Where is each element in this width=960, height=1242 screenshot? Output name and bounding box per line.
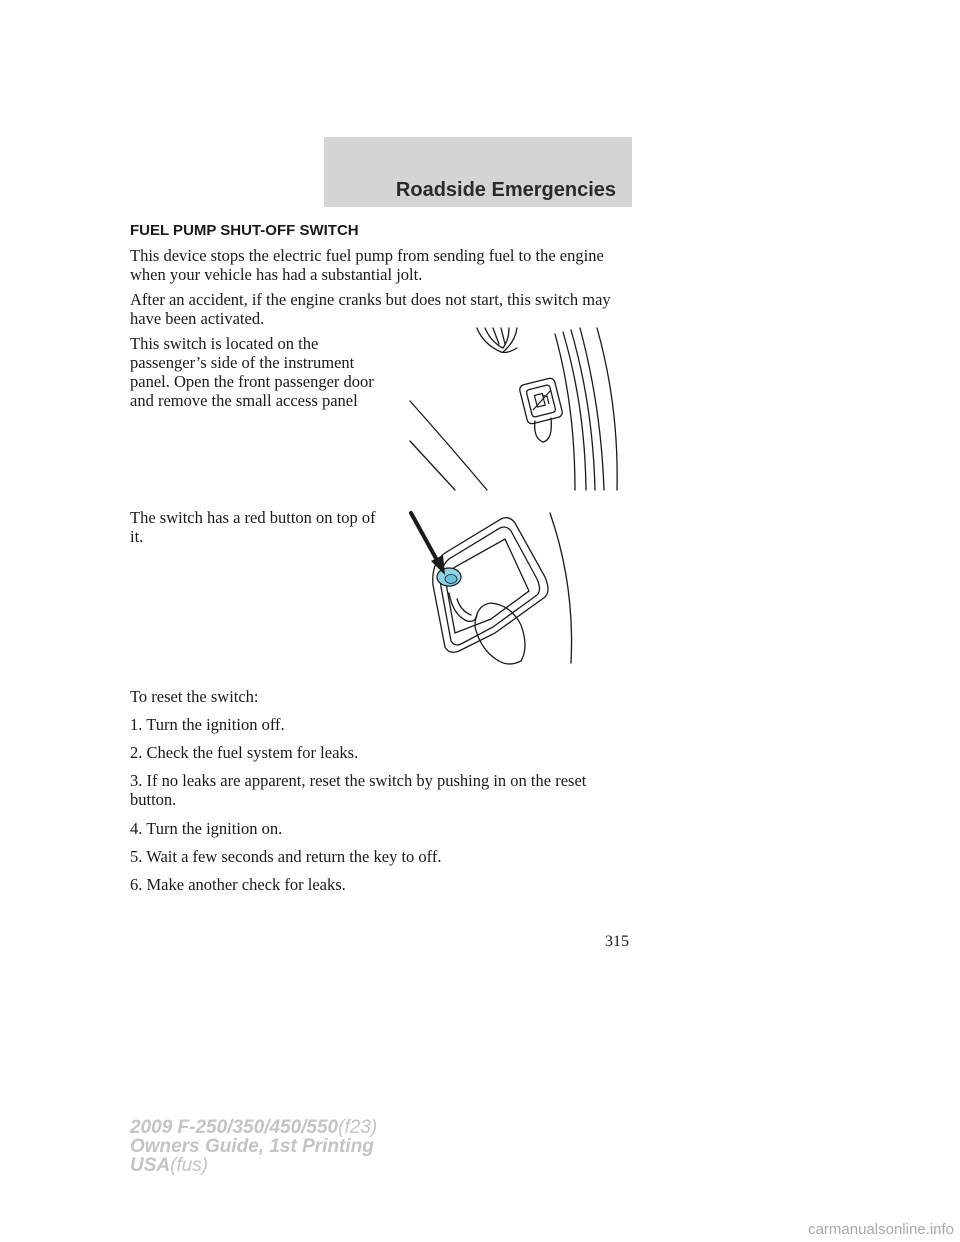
fuel-pump-icon <box>533 390 551 410</box>
footer-market-code: (fus) <box>170 1155 209 1176</box>
step-2: 2. Check the fuel system for leaks. <box>130 743 359 762</box>
paragraph-red-button: The switch has a red button on top of it. <box>130 508 376 546</box>
step-4: 4. Turn the ignition on. <box>130 819 283 838</box>
switch-detail-illustration <box>405 505 575 671</box>
pointer-arrow-icon <box>411 513 445 575</box>
step-3: 3. If no leaks are apparent, reset the switch by pushing in on the reset button. <box>130 771 587 809</box>
footer-market: USA <box>130 1155 171 1176</box>
paragraph-intro: This device stops the electric fuel pump from sending fuel to the engine when your vehicle has had a substantial jolt. <box>130 246 604 284</box>
watermark: carmanualsonline.info <box>808 1221 954 1238</box>
footer-guide: Owners Guide, 1st Printing <box>130 1136 374 1157</box>
header-band <box>324 137 632 207</box>
footer-model: 2009 F-250/350/450/550 <box>130 1117 339 1138</box>
step-1: 1. Turn the ignition off. <box>130 715 285 734</box>
paragraph-location: This switch is located on the passenger’s side of the instrument panel. Open the front passenger door and remove the small access panel <box>130 334 374 410</box>
footer-edition <box>130 1118 377 1175</box>
page-number: 315 <box>605 933 629 950</box>
section-title: FUEL PUMP SHUT-OFF SWITCH <box>130 222 359 239</box>
paragraph-accident: After an accident, if the engine cranks but does not start, this switch may have been activated. <box>130 290 611 328</box>
step-6: 6. Make another check for leaks. <box>130 875 346 894</box>
access-panel-illustration <box>405 326 625 492</box>
step-5: 5. Wait a few seconds and return the key to off. <box>130 847 442 866</box>
section-header-title: Roadside Emergencies <box>395 179 616 201</box>
footer-model-code: (f23) <box>338 1117 378 1138</box>
paragraph-reset-intro: To reset the switch: <box>130 687 259 706</box>
